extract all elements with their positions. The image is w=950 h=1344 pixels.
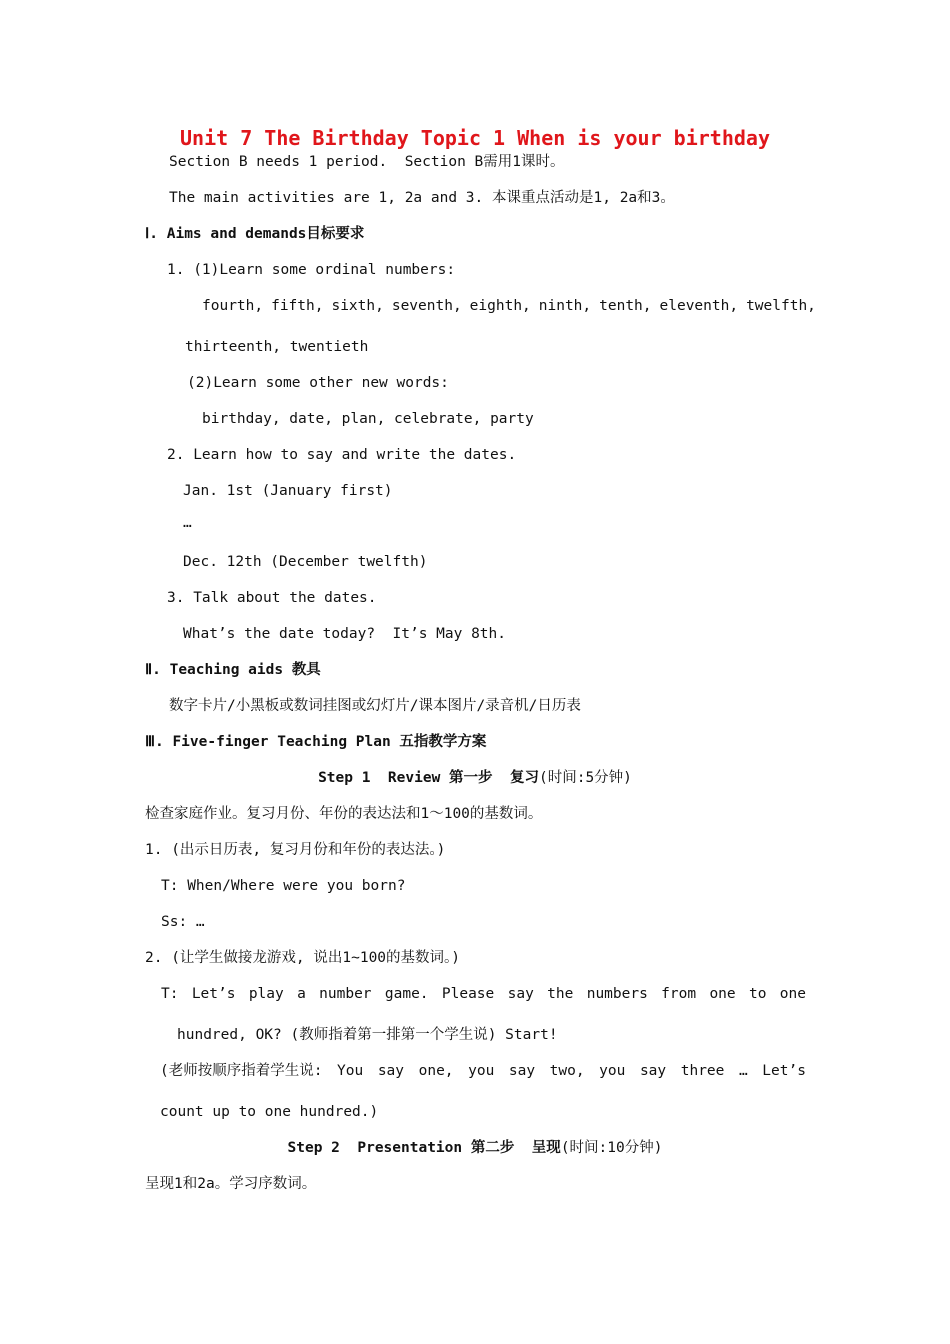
- intro-line-1: Section B needs 1 period. Section B需用1课时。: [169, 154, 565, 170]
- word: you: [468, 1063, 495, 1079]
- teacher-line: T: When/Where were you born?: [161, 878, 406, 894]
- aims-item-1: 1. (1)Learn some ordinal numbers:: [167, 262, 456, 278]
- step-2-description: 呈现1和2a。学习序数词。: [145, 1176, 317, 1192]
- word: one: [779, 986, 806, 1002]
- word: from: [661, 986, 697, 1002]
- teaching-aids-content: 数字卡片/小黑板或数词挂图或幻灯片/课本图片/录音机/日历表: [169, 698, 581, 714]
- word: T:: [161, 986, 179, 1002]
- word: …: [738, 1063, 748, 1079]
- date-example-1: Jan. 1st (January first): [183, 483, 393, 499]
- word: You: [337, 1063, 364, 1079]
- step-1-item-2: 2. (让学生做接龙游戏, 说出1~100的基数词。): [145, 950, 461, 966]
- ordinal-word: fifth,: [271, 298, 324, 314]
- word: say: [639, 1063, 667, 1079]
- step-2-label: Step 2 Presentation 第二步 呈现: [287, 1140, 561, 1156]
- word: play: [248, 986, 284, 1002]
- ordinals-line-1: [202, 297, 816, 315]
- section-1-heading: Ⅰ. Aims and demands目标要求: [145, 226, 365, 242]
- date-example-2: Dec. 12th (December twelfth): [183, 554, 428, 570]
- word: two,: [549, 1063, 585, 1079]
- ordinal-word: sixth,: [331, 298, 384, 314]
- teacher-line-2-continued: hundred, OK? (教师指着第一排第一个学生说) Start!: [177, 1027, 558, 1043]
- aims-item-1-sub-2: (2)Learn some other new words:: [187, 375, 449, 391]
- ordinals-line-2: thirteenth, twentieth: [185, 339, 369, 355]
- date-dialog: What’s the date today? It’s May 8th.: [183, 626, 507, 642]
- ordinal-word: twelfth,: [746, 298, 816, 314]
- step-1-time: (时间:5分钟): [538, 770, 632, 786]
- document-title: Unit 7 The Birthday Topic 1 When is your birthday: [179, 126, 770, 150]
- ordinal-word: tenth,: [599, 298, 652, 314]
- step-1-item-1: 1. (出示日历表, 复习月份和年份的表达法。): [145, 842, 446, 858]
- ordinal-word: fourth,: [202, 298, 264, 314]
- word: to: [748, 986, 767, 1002]
- word: game.: [384, 986, 429, 1002]
- ordinal-word: eighth,: [469, 298, 531, 314]
- step-1-label: Step 1 Review 第一步 复习: [318, 770, 539, 786]
- word: say: [507, 986, 534, 1002]
- word: numbers: [586, 986, 648, 1002]
- word: Let’s: [191, 986, 236, 1002]
- aims-item-2: 2. Learn how to say and write the dates.: [167, 447, 517, 463]
- word: three: [680, 1063, 725, 1079]
- word: (老师按顺序指着学生说:: [160, 1063, 323, 1079]
- ordinal-word: eleventh,: [659, 298, 739, 314]
- word: Let’s: [762, 1063, 806, 1079]
- aims-item-3: 3. Talk about the dates.: [167, 590, 377, 606]
- word: you: [599, 1063, 626, 1079]
- word: a: [297, 986, 306, 1002]
- section-2-heading: Ⅱ. Teaching aids 教具: [145, 662, 321, 678]
- step-1-title: [0, 769, 950, 787]
- ordinal-word: ninth,: [538, 298, 592, 314]
- date-ellipsis: …: [183, 515, 192, 531]
- step-2-time: (时间:10分钟): [560, 1140, 663, 1156]
- word: the: [547, 986, 574, 1002]
- teacher-note: [160, 1062, 806, 1080]
- word: one,: [418, 1063, 454, 1079]
- step-1-description: 检查家庭作业。复习月份、年份的表达法和1～100的基数词。: [145, 806, 543, 822]
- intro-line-2: The main activities are 1, 2a and 3. 本课重点活动是1, 2a和3。: [169, 190, 675, 206]
- word: number: [319, 986, 372, 1002]
- word: say: [508, 1063, 536, 1079]
- students-line: Ss: …: [161, 914, 205, 930]
- new-words: birthday, date, plan, celebrate, party: [202, 411, 534, 427]
- word: say: [377, 1063, 405, 1079]
- word: one: [709, 986, 736, 1002]
- ordinal-word: seventh,: [391, 298, 462, 314]
- teacher-note-continued: count up to one hundred.): [160, 1104, 379, 1120]
- word: Please: [441, 986, 495, 1002]
- section-3-heading: Ⅲ. Five-finger Teaching Plan 五指教学方案: [145, 734, 487, 750]
- teacher-line-2: [161, 985, 806, 1003]
- step-2-title: [0, 1139, 950, 1157]
